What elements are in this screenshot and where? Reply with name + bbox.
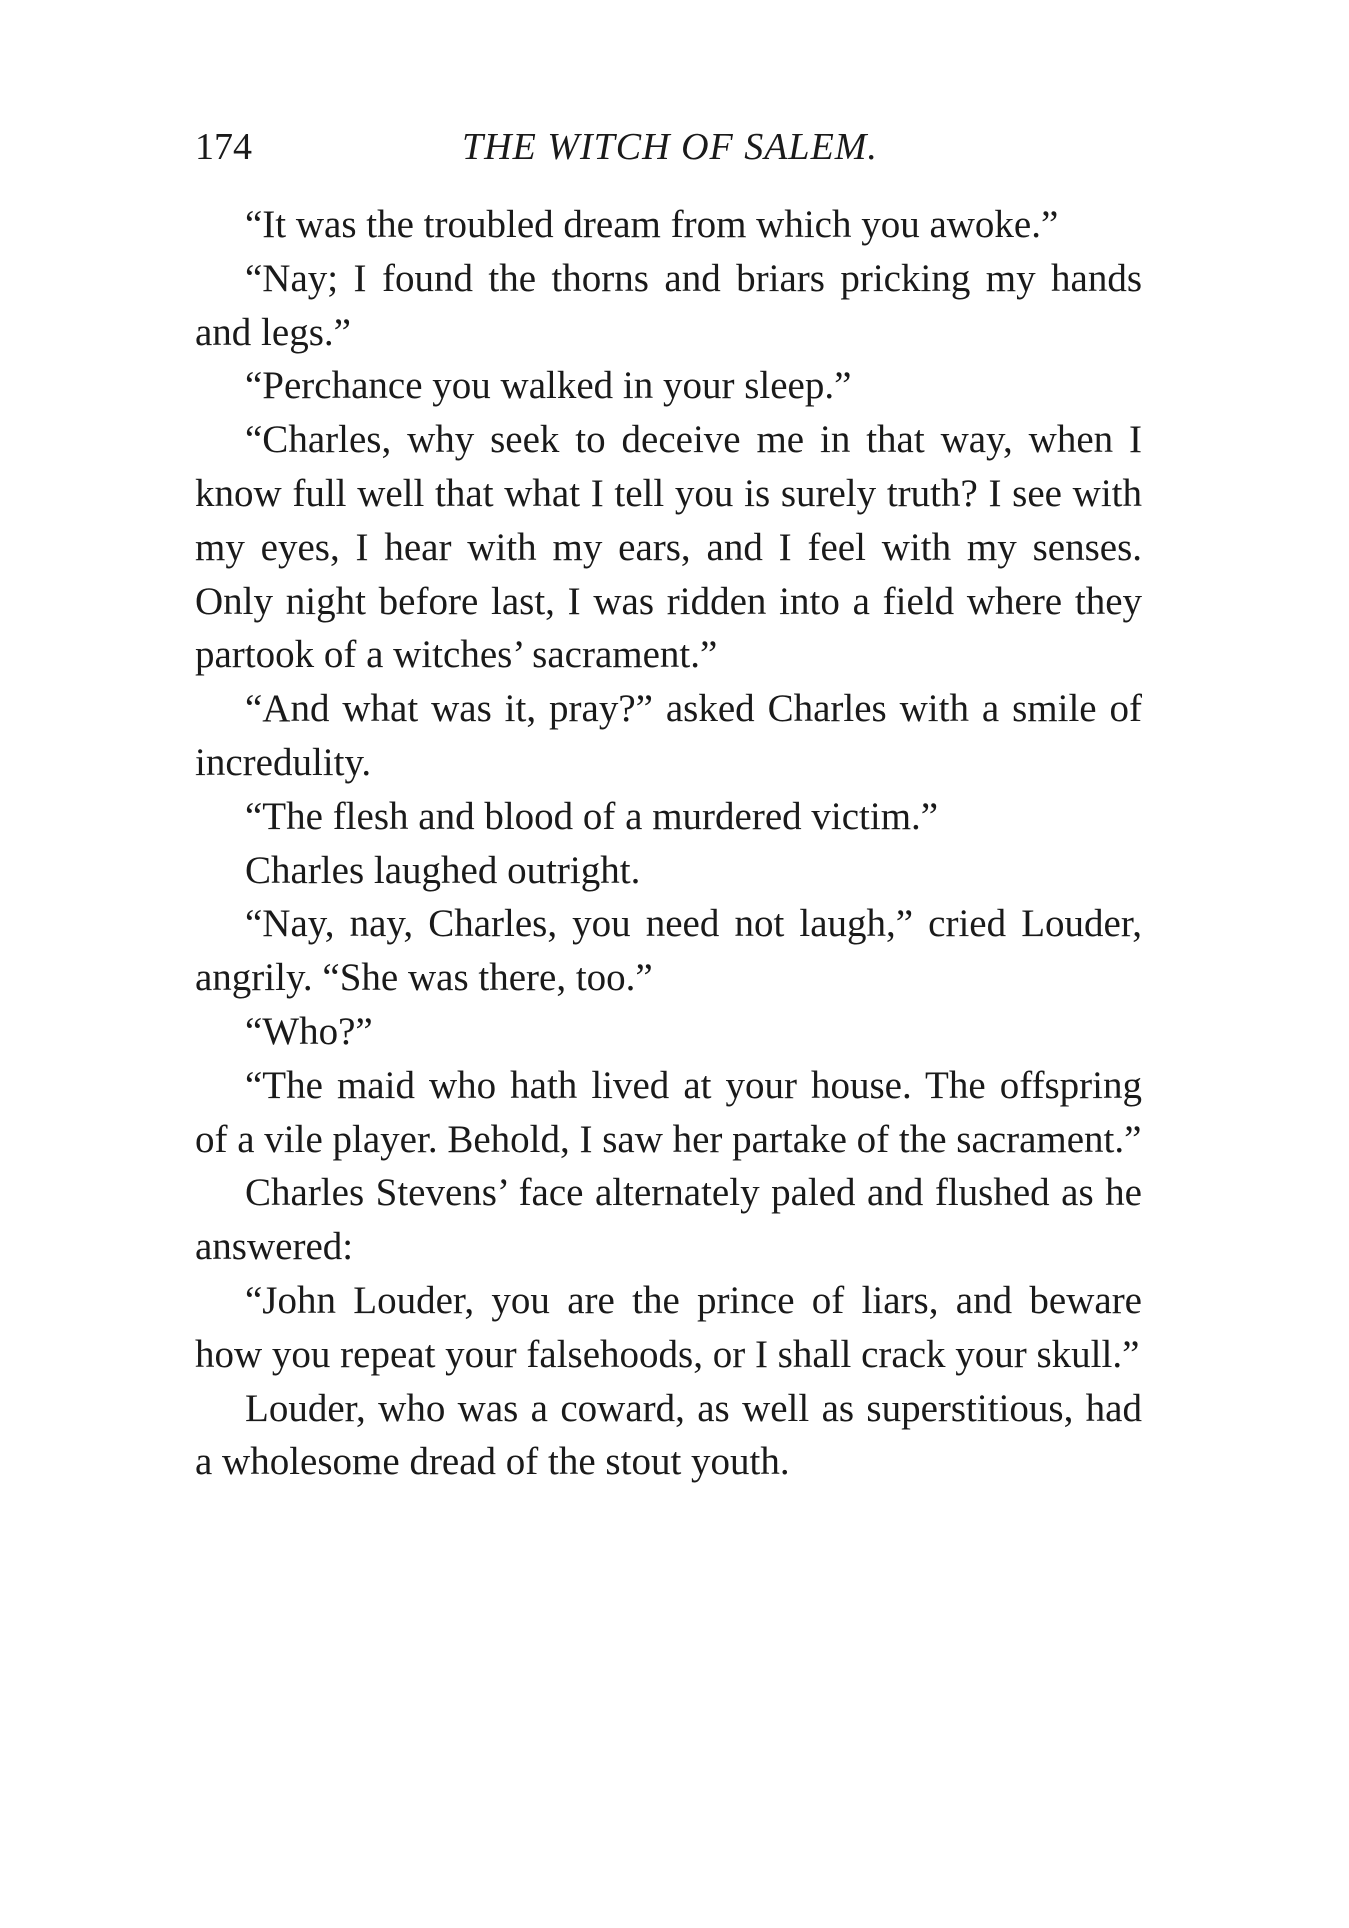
paragraph-troubled-dream: “It was the troubled dream from which you awoke.” — [245, 203, 1059, 246]
paragraph-sleepwalk: “Perchance you walked in your sleep.” — [245, 364, 852, 408]
paragraph-charles-laughed: Charles laughed outright. — [245, 848, 641, 892]
paragraph-the-maid: “The maid who hath lived at your house. The offspring of a vile player. Behold, I saw her partake of the sacrament.” — [195, 1063, 1142, 1161]
paragraph-what-was-it: “And what was it, pray?” asked Charles with a smile of incredulity. — [195, 687, 1142, 784]
paragraph-nay-nay: “Nay, nay, Charles, you need not laugh,” cried Louder, angrily. “She was there, too.” — [195, 902, 1142, 1000]
paragraph-charles-stevens-face: Charles Stevens’ face alternately paled and flushed as he answered: — [195, 1171, 1142, 1269]
paragraph-prince-of-liars: “John Louder, you are the prince of liars, and beware how you repeat your falsehoods, or I shall crack your skull.” — [195, 1278, 1142, 1376]
paragraph-witches-sacrament: “Charles, why seek to deceive me in that way, when I know full well that what I tell you is surely truth? I see with my eyes, I hear with my ears, and I feel with my senses. Only night before last, I was ridden into a field where they partook of a witches’ sacrament.” — [195, 418, 1142, 677]
running-head — [195, 125, 1145, 175]
page-number: 174 — [195, 126, 252, 168]
body-text — [195, 198, 1142, 1489]
paragraph-who: “Who?” — [245, 1009, 373, 1053]
paragraph-thorns-briars: “Nay; I found the thorns and briars pricking my hands and legs.” — [195, 256, 1142, 354]
running-title: THE WITCH OF SALEM. — [462, 126, 878, 168]
paragraph-louder-coward: Louder, who was a coward, as well as superstitious, had a wholesome dread of the stout youth. — [195, 1386, 1142, 1484]
paragraph-murdered-victim: “The flesh and blood of a murdered victim.” — [245, 794, 939, 838]
